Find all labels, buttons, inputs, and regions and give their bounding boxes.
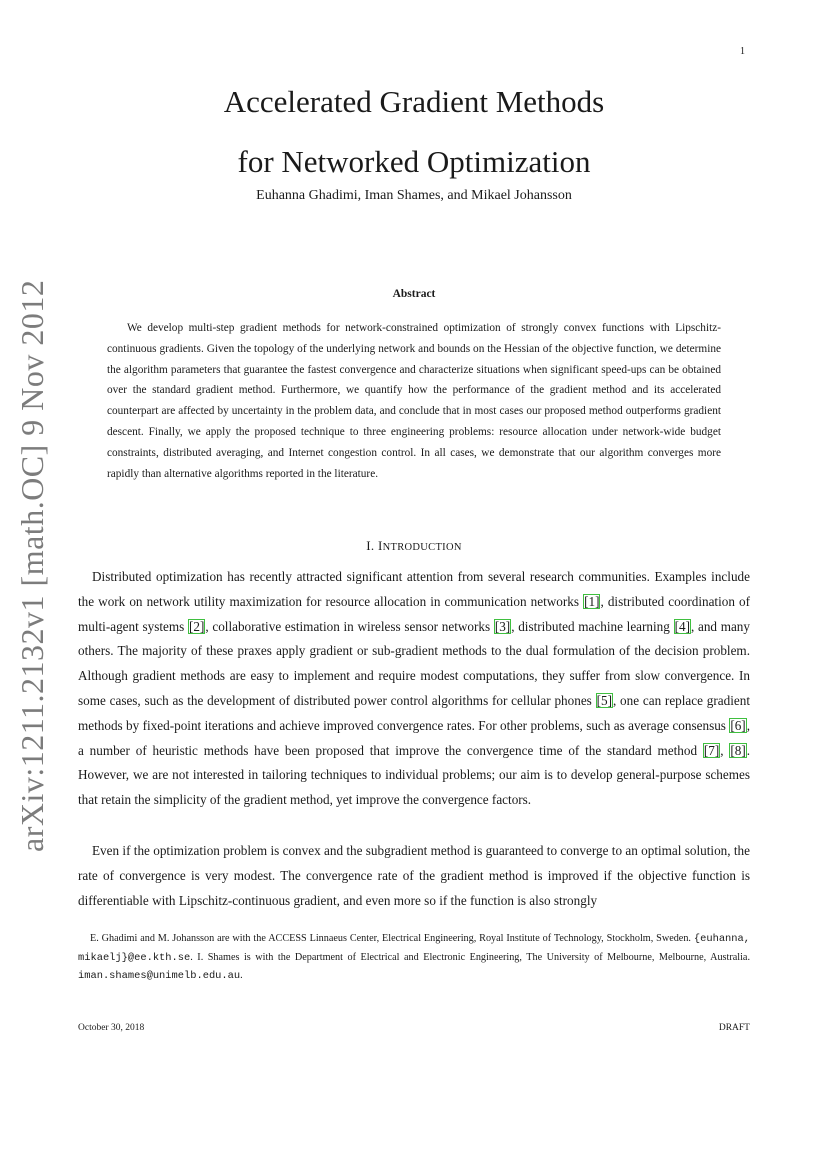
citation-link[interactable]: [1]: [584, 593, 600, 609]
intro-text: , distributed coordination of multi-agent systems: [78, 593, 751, 634]
intro-text: , distributed machine learning: [511, 618, 674, 634]
unimelb-email-link[interactable]: iman.shames@unimelb.edu.au: [78, 970, 241, 983]
page-number: 1: [740, 46, 745, 57]
footnote-text: . I. Shames is with the Department of Electrical and Electronic Engineering, The University of Melbourne, Melbourne, Australia.: [190, 951, 750, 963]
intro-paragraph-2: Even if the optimization problem is convex and the subgradient method is guaranteed to converge to an optimal solution, the rate of convergence is very modest. The convergence rate of the gradient method is improved if the objective function is differentiable with Lipschitz-continuous gradient, and even more so if the function is also strongly: [78, 843, 750, 908]
citation-link[interactable]: [3]: [494, 618, 511, 634]
author-list: Euhanna Ghadimi, Iman Shames, and Mikael Johansson: [256, 188, 572, 203]
section-title-rest: NTRODUCTION: [382, 542, 462, 553]
intro-text: Distributed optimization has recently attracted significant attention from several research communities. Examples include the work on network utility maximization for resource allocation in communication networks: [78, 569, 750, 609]
footnote-text: .: [240, 970, 243, 982]
citation-link[interactable]: [5]: [596, 692, 612, 708]
citation-link[interactable]: [8]: [730, 742, 746, 758]
paper-title-line-1: Accelerated Gradient Methods: [223, 84, 605, 119]
intro-paragraph-1: [78, 565, 750, 813]
author-affiliation-footnote: [78, 930, 750, 986]
kth-email-link[interactable]: {euhanna, mikaelj}@ee.kth.se: [78, 933, 750, 964]
section-title-initial: I: [377, 538, 383, 553]
arxiv-identifier-stamp: arXiv:1211.2132v1 [math.OC] 9 Nov 2012: [14, 279, 50, 852]
intro-text: , one can replace gradient methods by fixed-point iterations and achieve improved convergence rates. For other problems, such as average consensus: [78, 692, 750, 733]
footer-date: October 30, 2018: [78, 1023, 145, 1033]
citation-link[interactable]: [2]: [188, 618, 205, 634]
citation-link[interactable]: [7]: [703, 742, 720, 758]
abstract-heading: Abstract: [392, 288, 436, 300]
abstract-body: We develop multi-step gradient methods for network-constrained optimization of strongly convex functions with Lipschitz-continuous gradients. Given the topology of the underlying network and bounds on the Hessian of the objective function, we determine the algorithm parameters that guarantee the fastest convergence and characterize situations when significant speed-ups can be obtained over the standard gradient method. Furthermore, we quantify how the performance of the gradient method and its accelerated counterpart are affected by uncertainty in the problem data, and conclude that in most cases our proposed method outperforms gradient descent. Finally, we apply the proposed technique to three engineering problems: resource allocation under network-wide budget constraints, distributed averaging, and Internet congestion control. In all cases, we demonstrate that our algorithm converges more rapidly than alternative algorithms reported in the literature.: [107, 322, 721, 480]
section-numeral: I.: [366, 538, 378, 553]
intro-text: , and many others. The majority of these praxes apply gradient or sub-gradient methods to the dual formulation of the decision problem. Although gradient methods are easy to implement and require modest computations, they suffer from slow convergence. In some cases, such as the development of distributed power control algorithms for cellular phones: [78, 618, 750, 708]
intro-text: ,: [720, 742, 730, 758]
paper-title-line-2: for Networked Optimization: [237, 144, 591, 179]
footnote-text: E. Ghadimi and M. Johansson are with the ACCESS Linnaeus Center, Electrical Engineering, Royal Institute of Technology, Stockholm, Sweden.: [90, 933, 694, 944]
intro-text: , a number of heuristic methods have been proposed that improve the convergence time of the standard method: [78, 717, 750, 758]
paper-title: [0, 72, 828, 192]
intro-text: , collaborative estimation in wireless sensor networks: [205, 618, 494, 634]
citation-link[interactable]: [6]: [730, 717, 746, 733]
footer-draft-label: DRAFT: [718, 1023, 750, 1033]
section-heading-introduction: [0, 538, 828, 554]
citation-link[interactable]: [4]: [674, 618, 690, 634]
intro-text: . However, we are not interested in tailoring techniques to individual problems; our aim is to develop general-purpose schemes that retain the simplicity of the gradient method, yet improve the convergence factors.: [78, 742, 751, 808]
